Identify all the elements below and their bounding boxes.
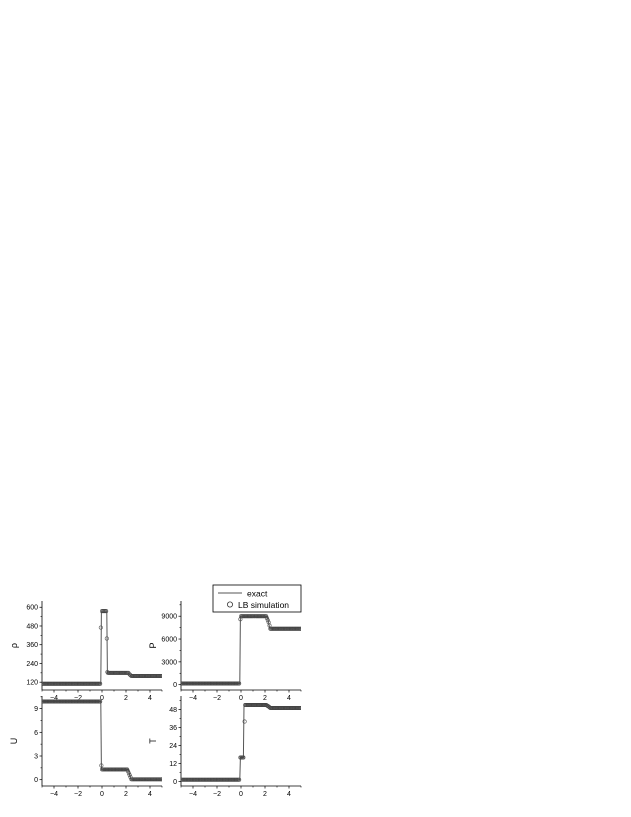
y-tick-label: 3000 — [161, 659, 177, 667]
x-tick-label: −4 — [50, 791, 58, 798]
x-tick-label: 2 — [124, 791, 128, 798]
x-tick-label: −4 — [50, 695, 58, 702]
y-tick-label: 6 — [34, 729, 38, 737]
y-tick-label: 48 — [169, 707, 177, 714]
y-tick-label: 360 — [26, 642, 38, 650]
y-axis-label: ρ — [9, 642, 19, 649]
plot-area — [40, 700, 163, 781]
panel-3 — [9, 696, 164, 798]
y-tick-label: 36 — [169, 725, 177, 732]
y-tick-label: 24 — [169, 743, 177, 750]
x-tick-label: −2 — [74, 695, 82, 702]
panel-1 — [9, 601, 164, 702]
y-tick-label: 480 — [26, 623, 38, 631]
y-tick-label: 0 — [34, 777, 38, 785]
y-axis-label: U — [9, 737, 19, 745]
y-tick-label: 3 — [34, 753, 38, 761]
y-tick-label: 240 — [26, 660, 38, 668]
legend-exact-label: exact — [247, 588, 268, 599]
panel-2 — [148, 601, 303, 702]
y-tick-label: 9 — [34, 706, 38, 714]
x-tick-label: 2 — [263, 791, 267, 798]
exact-series-line — [42, 612, 162, 684]
chart-panels — [9, 601, 303, 798]
x-tick-label: 2 — [263, 695, 267, 702]
x-tick-label: 0 — [100, 791, 104, 798]
x-tick-label: −2 — [74, 791, 82, 798]
y-axis-label: T — [148, 738, 158, 744]
x-tick-label: −2 — [213, 791, 221, 798]
x-tick-label: 4 — [148, 695, 152, 702]
plot-area — [179, 615, 302, 686]
x-tick-label: 2 — [124, 695, 128, 702]
x-tick-label: −2 — [213, 695, 221, 702]
plot-area — [40, 609, 163, 685]
x-tick-label: −4 — [189, 695, 197, 702]
y-tick-label: 0 — [173, 779, 177, 786]
plot-area — [179, 703, 302, 781]
y-tick-label: 12 — [169, 761, 177, 768]
x-tick-label: 4 — [287, 695, 291, 702]
y-tick-label: 6000 — [161, 636, 177, 644]
legend-sim-label: LB simulation — [238, 600, 290, 610]
x-tick-label: 0 — [239, 695, 243, 702]
legend — [213, 585, 301, 612]
exact-series-line — [181, 705, 301, 780]
y-axis-label: P — [148, 642, 158, 649]
y-tick-label: 9000 — [161, 613, 177, 621]
x-tick-label: −4 — [189, 791, 197, 798]
y-tick-label: 0 — [173, 682, 177, 690]
x-tick-label: 0 — [239, 791, 243, 798]
x-tick-label: 0 — [100, 695, 104, 702]
y-tick-label: 120 — [26, 679, 38, 687]
panel-4 — [148, 696, 303, 798]
x-tick-label: 4 — [148, 791, 152, 798]
y-tick-label: 600 — [26, 604, 38, 612]
exact-series-line — [181, 616, 301, 683]
x-tick-label: 4 — [287, 791, 291, 798]
